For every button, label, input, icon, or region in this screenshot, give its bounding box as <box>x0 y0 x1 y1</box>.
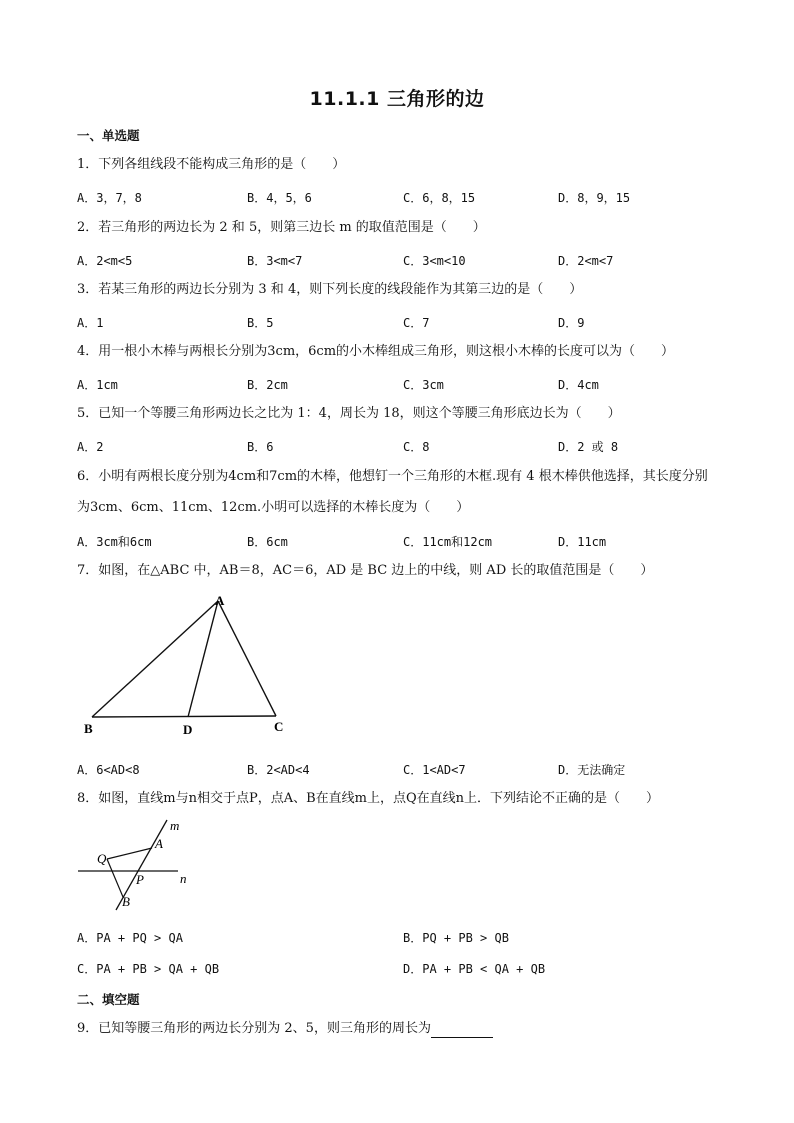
question-3-stem: 3．若某三角形的两边长分别为 3 和 4，则下列长度的线段能作为其第三边的是（ ） <box>77 282 583 297</box>
question-6-option-b: B．6cm <box>247 535 288 549</box>
section-heading-fill-in: 二、填空题 <box>77 992 140 1007</box>
question-3-option-c: C．7 <box>403 316 430 330</box>
line-label-m: m <box>170 818 180 833</box>
question-2-stem: 2．若三角形的两边长为 2 和 5，则第三边长 m 的取值范围是（ ） <box>77 220 486 235</box>
question-4-stem: 4．用一根小木棒与两根长分别为3cm，6cm的小木棒组成三角形，则这根小木棒的长度可以为（ ） <box>77 344 675 359</box>
question-4-option-b: B．2cm <box>247 378 288 392</box>
question-3-option-d: D．9 <box>558 316 585 330</box>
question-3-option-b: B．5 <box>247 316 274 330</box>
question-5-option-b: B．6 <box>247 440 274 454</box>
question-4-option-a: A．1cm <box>77 378 118 392</box>
question-8-option-d: D．PA + PB < QA + QB <box>403 962 546 976</box>
point-label-b: B <box>122 894 130 909</box>
question-7-stem: 7．如图，在△ABC 中，AB＝8，AC＝6，AD 是 BC 边上的中线，则 AD 长的取值范围是（ ） <box>77 563 654 578</box>
segment-ab <box>92 601 218 717</box>
question-9 <box>77 1020 493 1038</box>
question-6-stem: 6．小明有两根长度分别为4cm和7cm的木棒，他想钉一个三角形的木框.现有 4 根木棒供他选择，其长度分别为3cm、6cm、11cm、12cm.小明可以选择的木棒长度为（ ） <box>77 469 708 515</box>
question-5-stem: 5．已知一个等腰三角形两边长之比为 1：4，周长为 18，则这个等腰三角形底边长为（ ） <box>77 406 621 421</box>
question-7-triangle-figure <box>78 590 308 742</box>
segment-ac <box>218 601 276 716</box>
question-7-option-c: C．1<AD<7 <box>403 763 466 777</box>
segment-qb <box>107 859 123 897</box>
question-1-option-c: C．6，8，15 <box>403 191 476 205</box>
question-6-option-d: D．11cm <box>558 535 607 549</box>
line-label-n: n <box>180 871 187 886</box>
question-8-option-c: C．PA + PB > QA + QB <box>77 962 220 976</box>
point-label-a: A <box>155 836 163 851</box>
vertex-label-d: D <box>183 722 193 737</box>
question-7-option-b: B．2<AD<4 <box>247 763 310 777</box>
question-3-option-a: A．1 <box>77 316 104 330</box>
question-5-option-c: C．8 <box>403 440 430 454</box>
question-9-stem: 9．已知等腰三角形的两边长分别为 2、5，则三角形的周长为 <box>77 1021 431 1036</box>
question-2-option-a: A．2<m<5 <box>77 254 133 268</box>
question-8-option-b: B．PQ + PB > QB <box>403 931 509 945</box>
question-2-option-b: B．3<m<7 <box>247 254 303 268</box>
question-8-stem: 8．如图，直线m与n相交于点P，点A、B在直线m上，点Q在直线n上．下列结论不正确的是（ ） <box>77 791 660 806</box>
question-5-option-a: A．2 <box>77 440 104 454</box>
question-1-option-a: A．3，7，8 <box>77 191 142 205</box>
question-4-option-d: D．4cm <box>558 378 599 392</box>
question-2-option-d: D．2<m<7 <box>558 254 614 268</box>
vertex-label-a: A <box>215 593 225 608</box>
question-1-option-d: D．8，9，15 <box>558 191 631 205</box>
question-6-option-c: C．11cm和12cm <box>403 535 493 549</box>
point-label-p: P <box>136 872 144 887</box>
segment-ad <box>188 601 218 717</box>
question-7-option-d: D．无法确定 <box>558 763 626 777</box>
question-4-option-c: C．3cm <box>403 378 444 392</box>
vertex-label-c: C <box>274 719 284 734</box>
vertex-label-b: B <box>84 721 93 736</box>
answer-blank[interactable] <box>431 1023 493 1038</box>
page-title: 11.1.1 三角形的边 <box>309 88 485 110</box>
question-1-option-b: B．4，5，6 <box>247 191 312 205</box>
section-heading-multiple-choice: 一、单选题 <box>77 128 140 143</box>
question-8-option-a: A．PA + PQ > QA <box>77 931 183 945</box>
question-5-option-d: D．2 或 8 <box>558 440 619 454</box>
question-7-option-a: A．6<AD<8 <box>77 763 140 777</box>
point-label-q: Q <box>97 851 107 866</box>
question-1-stem: 1．下列各组线段不能构成三角形的是（ ） <box>77 157 346 172</box>
question-8-lines-figure <box>76 815 206 915</box>
question-2-option-c: C．3<m<10 <box>403 254 466 268</box>
question-6-option-a: A．3cm和6cm <box>77 535 152 549</box>
segment-bc <box>92 716 276 717</box>
